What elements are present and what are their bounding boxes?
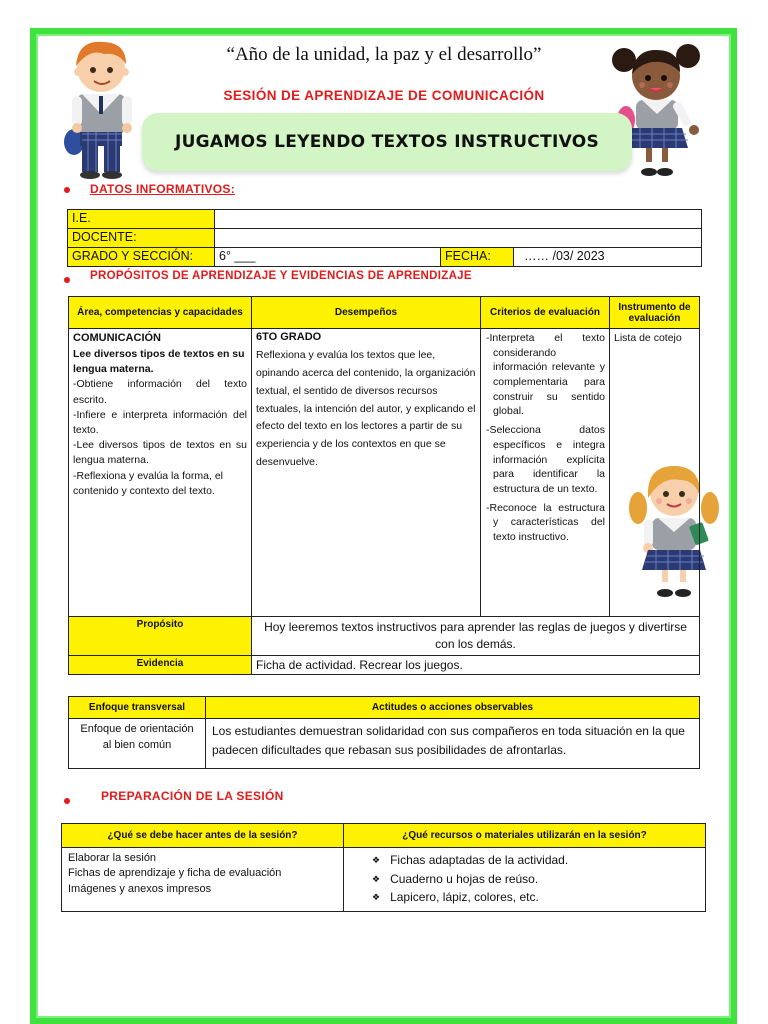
list-item [372,888,699,907]
motto: “Año de la unidad, la paz y el desarrollo” [226,44,542,65]
fecha-label: FECHA: [441,248,514,267]
preparacion-heading: PREPARACIÓN DE LA SESIÓN [101,789,284,803]
evidencia-text: Ficha de actividad. Recrear los juegos. [252,655,700,674]
proposito-text: Hoy leeremos textos instructivos para aprender las reglas de juegos y divertirse con los demás. [252,617,700,656]
list-item: Fichas de aprendizaje y ficha de evaluación [68,867,282,880]
datos-table [67,209,702,267]
grado-value[interactable]: 6° ___ [215,248,441,267]
capacidad: -Reflexiona y evalúa la forma, el contenido y contexto del texto. [73,469,223,497]
ie-value[interactable] [215,210,702,229]
col-header-area: Área, competencias y capacidades [69,297,252,329]
competencia: Lee diversos tipos de textos en su lengua materna. [73,347,245,376]
table-row [69,655,700,674]
antes-cell [62,848,344,912]
table-row [68,248,702,267]
list-item-text: Lapicero, lápiz, colores, etc. [390,890,539,905]
ie-label: I.E. [68,210,215,229]
criterio: -Reconoce la estructura y características del texto instructivo. [486,501,605,543]
enfoque-name: Enfoque de orientación al bien común [69,719,206,769]
table-row [69,617,700,656]
table-header-row [69,697,700,719]
propositos-table [68,296,700,675]
col-header-criterios: Criterios de evaluación [481,297,610,329]
list-item [372,851,699,870]
table-row [62,848,706,912]
list-item: Elaborar la sesión [68,852,157,864]
recursos-list [372,851,699,907]
col-header-enfoque: Enfoque transversal [69,697,206,719]
list-item-text: Cuaderno u hojas de reúso. [390,871,539,886]
evidencia-label: Evidencia [69,655,252,674]
enfoque-table [68,696,700,769]
preparacion-table [61,823,706,912]
capacidad: -Infiere e interpreta información del texto. [73,408,247,437]
col-header-recursos: ¿Qué recursos o materiales utilizarán en la sesión? [344,824,706,848]
docente-label: DOCENTE: [68,229,215,248]
proposito-label: Propósito [69,617,252,656]
table-row [68,229,702,248]
actitud-text: Los estudiantes demuestran solidaridad con sus compañeros en toda situación en la que padecen dificultades que rebasan sus posibilidades de afrontarlas. [206,719,700,769]
list-item-text: Fichas adaptadas de la actividad. [390,853,569,867]
session-title: SESIÓN DE APRENDIZAJE DE COMUNICACIÓN [223,88,545,103]
table-header-row [62,824,706,848]
col-header-antes: ¿Qué se debe hacer antes de la sesión? [62,824,344,848]
recursos-cell [344,848,706,912]
area-cell [69,329,252,617]
capacidad: -Obtiene información del texto escrito. [73,378,247,406]
bullet-icon [64,798,70,804]
table-row [68,210,702,229]
col-header-actitudes: Actitudes o acciones observables [206,697,700,719]
criterio: -Interpreta el texto considerando información relevante y complementaria para construir su sentido global. [486,332,605,418]
title-banner [142,113,632,171]
table-row [69,329,700,617]
table-header-row [69,297,700,329]
desempeno-cell [252,329,481,617]
datos-heading: DATOS INFORMATIVOS: [90,182,236,196]
list-item: Imágenes y anexos impresos [68,882,212,895]
desempeno-text: Reflexiona y evalúa los textos que lee, opinando acerca del contenido, la organización textual, el sentido de diversos recursos textuales, la intención del autor, y explicando el efecto del texto en los lectores a partir de su experiencia y de los contextos en que se desenvuelve. [256,349,476,469]
page-title: JUGAMOS LEYENDO TEXTOS INSTRUCTIVOS [174,132,600,152]
area-name: COMUNICACIÓN [73,332,161,344]
bullet-icon [64,187,70,193]
propositos-heading: PROPÓSITOS DE APRENDIZAJE Y EVIDENCIAS DE APRENDIZAJE [90,270,472,282]
table-row [69,719,700,769]
instrumento-cell: Lista de cotejo [610,329,700,617]
grado-heading: 6TO GRADO [256,331,322,343]
list-item [372,870,699,889]
bullet-icon [64,277,70,283]
fecha-value[interactable]: …… /03/ 2023 [514,248,702,267]
criterios-cell [481,329,610,617]
docente-value[interactable] [215,229,702,248]
criterio: -Selecciona datos específicos e integra información explícita para identificar la estructura de un texto. [486,424,605,495]
capacidad: -Lee diversos tipos de textos en su lengua materna. [73,439,247,467]
grado-label: GRADO Y SECCIÓN: [68,248,215,267]
col-header-instrumento: Instrumento de evaluación [610,297,700,329]
col-header-desempenos: Desempeños [252,297,481,329]
